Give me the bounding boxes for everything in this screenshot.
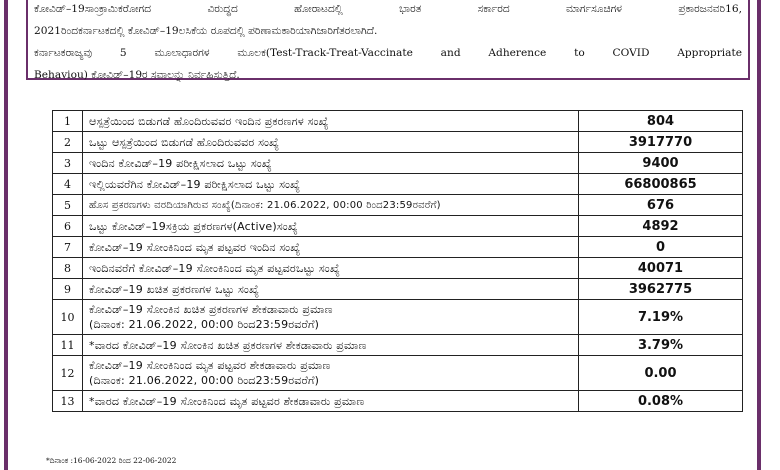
table-row bbox=[53, 279, 743, 300]
row-number: 9 bbox=[53, 279, 83, 300]
row-value: 0 bbox=[579, 237, 743, 258]
row-number: 12 bbox=[53, 356, 83, 391]
table-row bbox=[53, 237, 743, 258]
row-description-line-2: (ದಿನಾಂಕ: 21.06.2022, 00:00 ರಿಂದ23:59ರವರೆಗೆ) bbox=[89, 374, 320, 387]
row-description: ಆಸ್ಪತ್ರೆಯಿಂದ ಬಿಡುಗಡೆ ಹೊಂದಿರುವವರ ಇಂದಿನ ಪ್ರಕರಣಗಳ ಸಂಖ್ಯೆ bbox=[83, 111, 579, 132]
row-description: ಕೋವಿಡ್–19 ಖಚಿತ ಪ್ರಕರಣಗಳ ಒಟ್ಟು ಸಂಖ್ಯೆ bbox=[83, 279, 579, 300]
table-row bbox=[53, 174, 743, 195]
notice-line-1: ಕೋವಿಡ್–19ಸಾಂಕ್ರಾಮಿಕರೋಗದ ವಿರುದ್ಧದ ಹೋರಾಟದಲ್ಲಿ ಭಾರತ ಸರ್ಕಾರದ ಮಾರ್ಗಸೂಚಿಗಳ ಪ್ರಕಾರಜನವರಿ16, bbox=[34, 3, 742, 15]
row-description: ಇಂದಿನವರೆಗೆ ಕೋವಿಡ್–19 ಸೋಂಕಿನಿಂದ ಮೃತ ಪಟ್ಟವರಒಟ್ಟು ಸಂಖ್ಯೆ bbox=[83, 258, 579, 279]
notice-line-3: ಕರ್ನಾಟಕರಾಜ್ಯವು 5 ಮೂಲಾಧಾರಗಳ ಮೂಲಕ(Test-Track-Treat-Vaccinate and Adherence to COVID Appropriate bbox=[34, 47, 742, 59]
table-row bbox=[53, 153, 743, 174]
row-description-line-1: ಕೋವಿಡ್–19 ಸೋಂಕಿನಿಂದ ಮೃತ ಪಟ್ಟವರ ಶೇಕಡಾವಾರು ಪ್ರಮಾಣ bbox=[89, 359, 331, 372]
row-number: 11 bbox=[53, 335, 83, 356]
table-row bbox=[53, 300, 743, 335]
footnote: *ದಿನಾಂಕ :16-06-2022 ರಿಂದ 22-06-2022 bbox=[46, 456, 177, 465]
covid-stats-table bbox=[52, 110, 743, 412]
row-description: ಕೋವಿಡ್–19 ಸೋಂಕಿನಿಂದ ಮೃತ ಪಟ್ಟವರ ಇಂದಿನ ಸಂಖ್ಯೆ bbox=[83, 237, 579, 258]
row-number: 1 bbox=[53, 111, 83, 132]
row-number: 4 bbox=[53, 174, 83, 195]
row-number: 7 bbox=[53, 237, 83, 258]
row-description bbox=[83, 300, 579, 335]
row-value: 9400 bbox=[579, 153, 743, 174]
row-number: 10 bbox=[53, 300, 83, 335]
row-value: 40071 bbox=[579, 258, 743, 279]
row-description: ಒಟ್ಟು ಆಸ್ಪತ್ರೆಯಿಂದ ಬಿಡುಗಡೆ ಹೊಂದಿರುವವರ ಸಂಖ್ಯೆ bbox=[83, 132, 579, 153]
table-row bbox=[53, 391, 743, 412]
table-row bbox=[53, 195, 743, 216]
table-row bbox=[53, 356, 743, 391]
row-description: ಇಂದಿನ ಕೋವಿಡ್–19 ಪರೀಕ್ಷಿಸಲಾದ ಒಟ್ಟು ಸಂಖ್ಯೆ bbox=[83, 153, 579, 174]
row-description-line-2: (ದಿನಾಂಕ: 21.06.2022, 00:00 ರಿಂದ23:59ರವರೆಗೆ) bbox=[89, 318, 320, 331]
notice-line-4: Behaviou) ಕೋವಿಡ್–19ರ ಸವಾಲನ್ನು ನಿರ್ವಹಿಸುತ್ತಿದೆ. bbox=[34, 69, 240, 81]
notice-box bbox=[26, 0, 750, 80]
notice-line-2: 2021ರಿಂದಕರ್ನಾಟಕದಲ್ಲಿ ಕೋವಿಡ್–19ಲಸಿಕೆಯ ರೂಪದಲ್ಲಿ ಪರಿಣಾಮಕಾರಿಯಾಗಿಜಾರಿಗೆತರಲಾಗಿದೆ. bbox=[34, 25, 378, 37]
row-description: *ವಾರದ ಕೋವಿಡ್–19 ಸೋಂಕಿನ ಖಚಿತ ಪ್ರಕರಣಗಳ ಶೇಕಡಾವಾರು ಪ್ರಮಾಣ bbox=[83, 335, 579, 356]
row-description-line-1: ಕೋವಿಡ್–19 ಸೋಂಕಿನ ಖಚಿತ ಪ್ರಕರಣಗಳ ಶೇಕಡಾವಾರು ಪ್ರಮಾಣ bbox=[89, 303, 333, 316]
table-row bbox=[53, 216, 743, 237]
row-number: 8 bbox=[53, 258, 83, 279]
table-row bbox=[53, 258, 743, 279]
row-value: 7.19% bbox=[579, 300, 743, 335]
row-description: *ವಾರದ ಕೋವಿಡ್–19 ಸೋಂಕಿನಿಂದ ಮೃತ ಪಟ್ಟವರ ಶೇಕಡಾವಾರು ಪ್ರಮಾಣ bbox=[83, 391, 579, 412]
row-number: 2 bbox=[53, 132, 83, 153]
row-description bbox=[83, 356, 579, 391]
row-description: ಇಲ್ಲಿಯವರೆಗಿನ ಕೋವಿಡ್–19 ಪರೀಕ್ಷಿಸಲಾದ ಒಟ್ಟು ಸಂಖ್ಯೆ bbox=[83, 174, 579, 195]
row-value: 66800865 bbox=[579, 174, 743, 195]
row-value: 3962775 bbox=[579, 279, 743, 300]
row-description: ಹೊಸ ಪ್ರಕರಣಗಳು ವರದಿಯಾಗಿರುವ ಸಂಖ್ಯೆ(ದಿನಾಂಕ: 21.06.2022, 00:00 ರಿಂದ23:59ರವರೆಗೆ) bbox=[83, 195, 579, 216]
row-number: 5 bbox=[53, 195, 83, 216]
row-value: 676 bbox=[579, 195, 743, 216]
row-value: 3.79% bbox=[579, 335, 743, 356]
table-row bbox=[53, 111, 743, 132]
row-value: 4892 bbox=[579, 216, 743, 237]
table-row bbox=[53, 132, 743, 153]
row-number: 13 bbox=[53, 391, 83, 412]
table-row bbox=[53, 335, 743, 356]
row-value: 0.00 bbox=[579, 356, 743, 391]
row-value: 804 bbox=[579, 111, 743, 132]
row-value: 0.08% bbox=[579, 391, 743, 412]
row-description: ಒಟ್ಟು ಕೋವಿಡ್–19ಸಕ್ರಿಯ ಪ್ರಕರಣಗಳ(Active)ಸಂಖ್ಯೆ bbox=[83, 216, 579, 237]
row-number: 6 bbox=[53, 216, 83, 237]
row-number: 3 bbox=[53, 153, 83, 174]
row-value: 3917770 bbox=[579, 132, 743, 153]
